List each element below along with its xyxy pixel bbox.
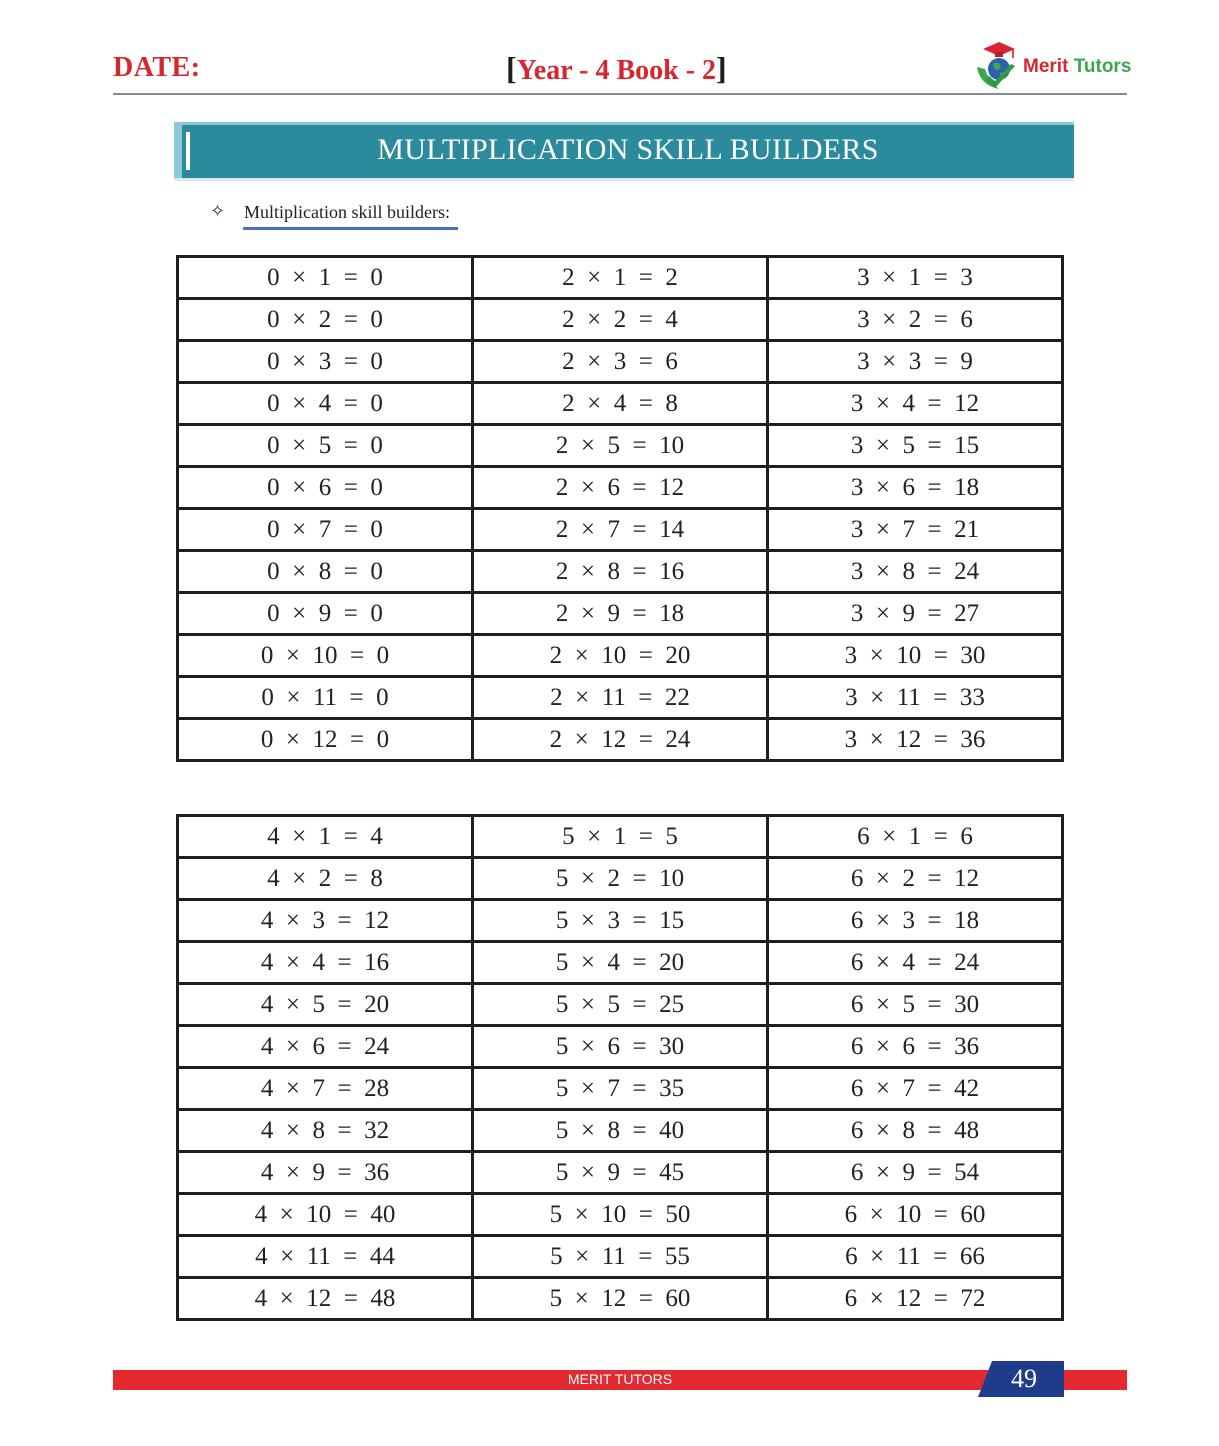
equation-text: 2 × 9 = 18 [555,599,685,627]
table-cell [473,942,768,984]
footer-brand: MERIT TUTORS [567,1371,673,1387]
merit-tutors-logo [973,40,1133,92]
equation-text: 6 × 3 = 18 [850,906,980,934]
equation-text: 0 × 9 = 0 [267,599,383,627]
table-cell [768,635,1063,677]
equation-text: 6 × 11 = 66 [845,1242,985,1270]
equation-text: 0 × 6 = 0 [267,473,383,501]
table-cell [768,816,1063,858]
table-cell [768,719,1063,761]
table-row [178,467,1063,509]
table-row [178,984,1063,1026]
equation-text: 3 × 12 = 36 [844,725,986,753]
equation-text: 4 × 4 = 16 [260,948,390,976]
equation-text: 2 × 11 = 22 [550,683,690,711]
equation-text: 0 × 10 = 0 [260,641,390,669]
equation-text: 6 × 8 = 48 [850,1116,980,1144]
equation-text: 2 × 7 = 14 [555,515,685,543]
table-cell [768,383,1063,425]
table-row [178,299,1063,341]
table-cell [473,816,768,858]
table-row [178,816,1063,858]
equation-text: 4 × 6 = 24 [260,1032,390,1060]
table-cell [768,551,1063,593]
table-cell [178,467,473,509]
equation-text: 3 × 11 = 33 [845,683,985,711]
equation-text: 4 × 11 = 44 [255,1242,395,1270]
table-cell [178,1152,473,1194]
equation-text: 5 × 11 = 55 [550,1242,690,1270]
table-cell [473,635,768,677]
table-cell [768,984,1063,1026]
equation-text: 5 × 8 = 40 [555,1116,685,1144]
table-cell [178,551,473,593]
equation-text: 3 × 5 = 15 [850,431,980,459]
equation-text: 2 × 8 = 16 [555,557,685,585]
equation-text: 4 × 9 = 36 [260,1158,390,1186]
equation-text: 6 × 2 = 12 [850,864,980,892]
equation-text: 2 × 12 = 24 [549,725,691,753]
equation-text: 0 × 4 = 0 [267,389,383,417]
table-cell [178,383,473,425]
equation-text: 6 × 10 = 60 [844,1200,986,1228]
equation-text: 5 × 12 = 60 [549,1284,691,1312]
table-cell [768,257,1063,299]
table-row [178,719,1063,761]
table-cell [768,1110,1063,1152]
equation-text: 5 × 7 = 35 [555,1074,685,1102]
multiplication-table-4-5-6 [176,814,1064,1321]
table-cell [473,1194,768,1236]
logo-word-merit: Merit [1023,56,1069,77]
table-row [178,551,1063,593]
table-row [178,1026,1063,1068]
equation-text: 0 × 2 = 0 [267,305,383,333]
table-cell [178,1068,473,1110]
table-row [178,1236,1063,1278]
equation-text: 2 × 5 = 10 [555,431,685,459]
table-cell [768,299,1063,341]
table-cell [473,1236,768,1278]
table-cell [178,1026,473,1068]
equation-text: 3 × 7 = 21 [850,515,980,543]
table-cell [178,257,473,299]
date-label: DATE: [113,52,201,83]
table-cell [178,593,473,635]
table-cell [178,1236,473,1278]
table-cell [473,593,768,635]
equation-text: 3 × 10 = 30 [844,641,986,669]
equation-text: 0 × 12 = 0 [260,725,390,753]
bracket-open: [ [506,50,517,86]
equation-text: 4 × 8 = 32 [260,1116,390,1144]
table-cell [178,816,473,858]
equation-text: 0 × 3 = 0 [267,347,383,375]
table-row [178,341,1063,383]
equation-text: 3 × 2 = 6 [857,305,973,333]
table-cell [473,900,768,942]
logo-word-tutors: Tutors [1073,56,1132,77]
equation-text: 5 × 9 = 45 [555,1158,685,1186]
table-cell [178,900,473,942]
equation-text: 5 × 3 = 15 [555,906,685,934]
title-banner [174,122,1074,178]
equation-text: 0 × 11 = 0 [261,683,389,711]
page-number: 49 [1011,1364,1037,1393]
table-cell [473,1152,768,1194]
equation-text: 2 × 4 = 8 [562,389,678,417]
table-cell [473,299,768,341]
page-title: MULTIPLICATION SKILL BUILDERS [377,133,879,166]
table-cell [473,984,768,1026]
table-cell [768,1278,1063,1320]
equation-text: 4 × 1 = 4 [267,822,383,850]
table-row [178,509,1063,551]
table-row [178,942,1063,984]
table-cell [178,719,473,761]
table-cell [178,1194,473,1236]
equation-text: 2 × 2 = 4 [562,305,678,333]
table-cell [768,1194,1063,1236]
table-row [178,635,1063,677]
equation-text: 0 × 7 = 0 [267,515,383,543]
table-row [178,257,1063,299]
table-cell [178,677,473,719]
table-cell [178,635,473,677]
table-cell [473,425,768,467]
book-title: Year - 4 Book - 2 [516,55,717,86]
table-cell [473,1068,768,1110]
graduation-globe-icon [973,40,1025,92]
table-row [178,1068,1063,1110]
table-cell [473,858,768,900]
table-cell [473,551,768,593]
table-cell [178,299,473,341]
equation-text: 6 × 7 = 42 [850,1074,980,1102]
equation-text: 5 × 2 = 10 [555,864,685,892]
equation-text: 4 × 3 = 12 [260,906,390,934]
table-cell [768,900,1063,942]
equation-text: 4 × 2 = 8 [267,864,383,892]
table-cell [768,425,1063,467]
table-cell [768,1026,1063,1068]
equation-text: 3 × 3 = 9 [857,347,973,375]
table-row [178,1110,1063,1152]
table-cell [768,341,1063,383]
equation-text: 3 × 1 = 3 [857,263,973,291]
table-cell [473,383,768,425]
page-header [113,40,1132,96]
equation-text: 0 × 5 = 0 [267,431,383,459]
intro-underline [243,227,458,230]
equation-text: 3 × 6 = 18 [850,473,980,501]
bracket-close: ] [716,50,727,86]
table-cell [178,942,473,984]
table-row [178,1152,1063,1194]
intro-text: Multiplication skill builders: [244,202,450,222]
equation-text: 6 × 12 = 72 [844,1284,986,1312]
equation-text: 6 × 5 = 30 [850,990,980,1018]
table-cell [473,719,768,761]
table-row [178,900,1063,942]
book-label [506,50,727,87]
equation-text: 6 × 4 = 24 [850,948,980,976]
multiplication-table-0-2-3 [176,255,1064,762]
equation-text: 4 × 10 = 40 [254,1200,396,1228]
equation-text: 6 × 1 = 6 [857,822,973,850]
table-cell [178,1278,473,1320]
table-cell [178,425,473,467]
table-cell [178,1110,473,1152]
equation-text: 4 × 5 = 20 [260,990,390,1018]
table-cell [178,341,473,383]
table-row [178,593,1063,635]
equation-text: 5 × 4 = 20 [555,948,685,976]
equation-text: 5 × 5 = 25 [555,990,685,1018]
equation-text: 6 × 9 = 54 [850,1158,980,1186]
table-cell [473,257,768,299]
table-row [178,425,1063,467]
equation-text: 2 × 3 = 6 [562,347,678,375]
table-cell [768,1068,1063,1110]
table-cell [768,1152,1063,1194]
equation-text: 2 × 6 = 12 [555,473,685,501]
equation-text: 6 × 6 = 36 [850,1032,980,1060]
table-cell [473,467,768,509]
equation-text: 0 × 8 = 0 [267,557,383,585]
sparkle-icon: ✧ [210,201,226,222]
equation-text: 5 × 6 = 30 [555,1032,685,1060]
table-cell [473,509,768,551]
equation-text: 2 × 1 = 2 [562,263,678,291]
table-cell [178,858,473,900]
table-cell [473,341,768,383]
table-row [178,1278,1063,1320]
equation-text: 0 × 1 = 0 [267,263,383,291]
table-cell [473,1026,768,1068]
table-cell [768,677,1063,719]
table-cell [768,467,1063,509]
header-divider [113,93,1127,95]
equation-text: 5 × 10 = 50 [549,1200,691,1228]
logo-wordmark [1023,56,1131,78]
table-cell [768,509,1063,551]
equation-text: 3 × 9 = 27 [850,599,980,627]
table-cell [768,942,1063,984]
table-row [178,1194,1063,1236]
table-cell [768,593,1063,635]
equation-text: 4 × 12 = 48 [254,1284,396,1312]
table-cell [768,858,1063,900]
table-cell [768,1236,1063,1278]
table-cell [178,509,473,551]
table-cell [473,677,768,719]
equation-text: 4 × 7 = 28 [260,1074,390,1102]
table-cell [473,1110,768,1152]
equation-text: 3 × 8 = 24 [850,557,980,585]
table-cell [473,1278,768,1320]
table-row [178,677,1063,719]
table-cell [178,984,473,1026]
table-row [178,383,1063,425]
table-row [178,858,1063,900]
equation-text: 2 × 10 = 20 [549,641,691,669]
equation-text: 5 × 1 = 5 [562,822,678,850]
equation-text: 3 × 4 = 12 [850,389,980,417]
